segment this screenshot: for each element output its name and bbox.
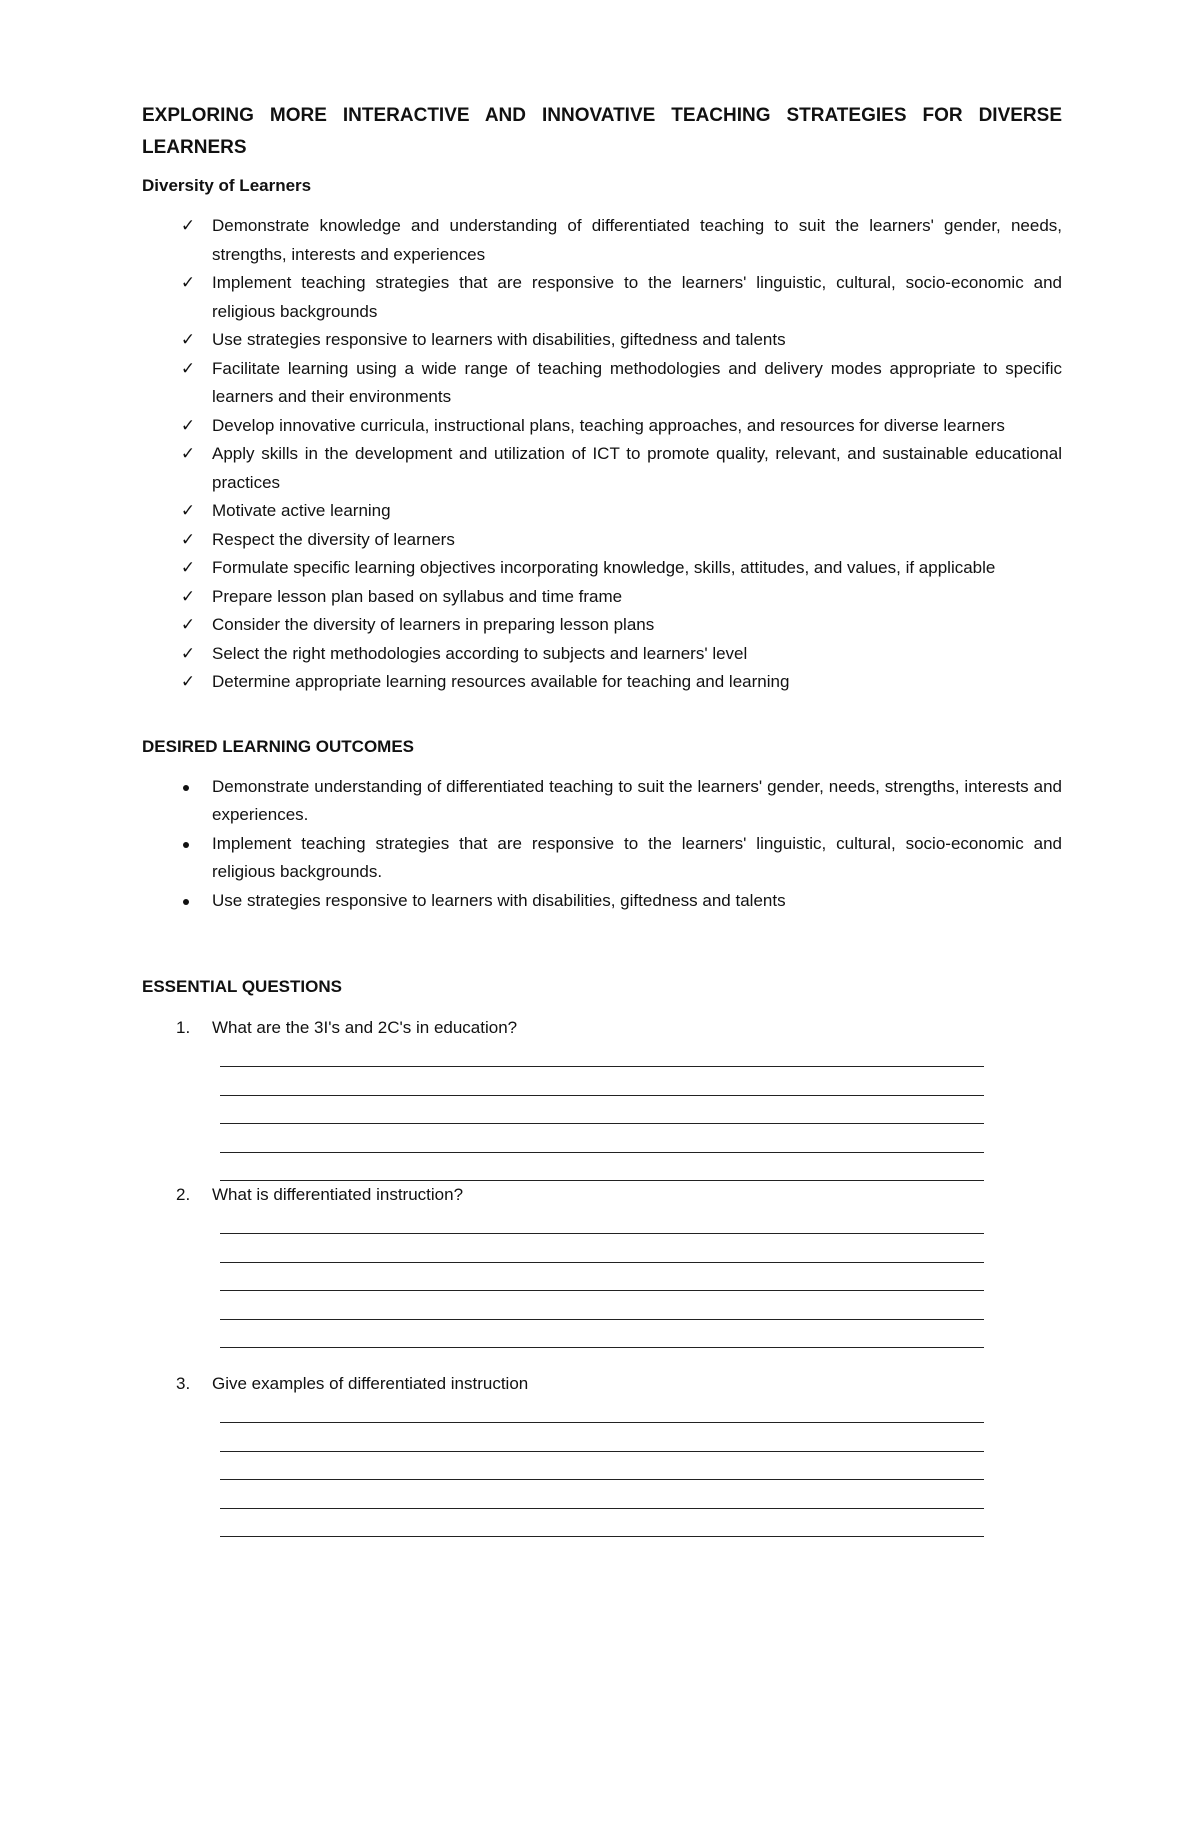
answer-line[interactable] bbox=[220, 1124, 984, 1153]
checklist-item-text: Prepare lesson plan based on syllabus and time frame bbox=[212, 586, 623, 606]
checklist-item-text: Determine appropriate learning resources available for teaching and learning bbox=[212, 672, 790, 691]
checklist-item bbox=[142, 440, 1062, 497]
outcome-item bbox=[142, 773, 1062, 830]
outcome-item bbox=[142, 887, 1062, 916]
checklist-item-text: Facilitate learning using a wide range of teaching methodologies and delivery modes appropriate to specific learners and their environments bbox=[212, 358, 1062, 406]
answer-line[interactable] bbox=[220, 1423, 984, 1452]
checkmark-icon: ✓ bbox=[180, 358, 196, 378]
answer-line[interactable] bbox=[220, 1395, 984, 1424]
bullet-icon bbox=[183, 842, 189, 848]
outcome-item bbox=[142, 830, 1062, 887]
answer-line[interactable] bbox=[220, 1263, 984, 1292]
checklist-item-text: Respect the diversity of learners bbox=[212, 529, 455, 549]
answer-line[interactable] bbox=[220, 1096, 984, 1125]
checkmark-icon: ✓ bbox=[180, 672, 196, 691]
checklist-item-text: Motivate active learning bbox=[212, 501, 391, 520]
question-row bbox=[142, 1014, 1062, 1043]
checkmark-icon: ✓ bbox=[180, 216, 196, 235]
outcome-item-text: Implement teaching strategies that are responsive to the learners' linguistic, cultural, socio-economic and religious backgrounds. bbox=[212, 833, 1062, 881]
checkmark-icon: ✓ bbox=[180, 558, 196, 577]
checkmark-icon: ✓ bbox=[180, 529, 196, 549]
bullet-icon bbox=[183, 899, 189, 905]
checklist-item bbox=[142, 497, 1062, 526]
checkmark-icon: ✓ bbox=[180, 643, 196, 663]
checklist-item bbox=[142, 611, 1062, 640]
checklist-item-text: Apply skills in the development and utilization of ICT to promote quality, relevant, and sustainable educational practices bbox=[212, 444, 1062, 492]
checklist-item-text: Implement teaching strategies that are responsive to the learners' linguistic, cultural, socio-economic and religious backgrounds bbox=[212, 273, 1062, 321]
question-text: What are the 3I's and 2C's in education? bbox=[212, 1018, 518, 1037]
answer-lines bbox=[142, 1395, 1062, 1538]
question-item bbox=[142, 1181, 1062, 1348]
question-item bbox=[142, 1014, 1062, 1181]
checklist-item-text: Use strategies responsive to learners with disabilities, giftedness and talents bbox=[212, 330, 786, 349]
checklist-item-text: Select the right methodologies according to subjects and learners' level bbox=[212, 643, 748, 663]
question-row bbox=[142, 1370, 1062, 1399]
diversity-checklist bbox=[142, 212, 1062, 697]
checklist-item bbox=[142, 583, 1062, 612]
checklist-item-text: Consider the diversity of learners in preparing lesson plans bbox=[212, 615, 655, 634]
diversity-heading: Diversity of Learners bbox=[142, 176, 312, 195]
checklist-item bbox=[142, 326, 1062, 355]
answer-line[interactable] bbox=[220, 1480, 984, 1509]
question-number: 1. bbox=[176, 1018, 191, 1037]
question-number: 2. bbox=[176, 1185, 191, 1204]
checkmark-icon: ✓ bbox=[180, 586, 196, 606]
checklist-item bbox=[142, 526, 1062, 555]
answer-line[interactable] bbox=[220, 1509, 984, 1538]
answer-line[interactable] bbox=[220, 1206, 984, 1235]
answer-line[interactable] bbox=[220, 1039, 984, 1068]
checklist-item bbox=[142, 640, 1062, 669]
checkmark-icon: ✓ bbox=[180, 615, 196, 634]
answer-line[interactable] bbox=[220, 1234, 984, 1263]
outcomes-list bbox=[142, 773, 1062, 916]
checkmark-icon: ✓ bbox=[180, 444, 196, 463]
checklist-item-text: Formulate specific learning objectives incorporating knowledge, skills, attitudes, and values, if applicable bbox=[212, 558, 996, 577]
checklist-item-text: Develop innovative curricula, instructional plans, teaching approaches, and resources for diverse learners bbox=[212, 415, 1005, 435]
outcomes-heading: DESIRED LEARNING OUTCOMES bbox=[142, 736, 415, 756]
bullet-icon bbox=[183, 785, 189, 791]
question-text: Give examples of differentiated instruction bbox=[212, 1374, 529, 1393]
outcome-item-text: Use strategies responsive to learners with disabilities, giftedness and talents bbox=[212, 890, 786, 910]
answer-lines bbox=[142, 1039, 1062, 1182]
document-title: EXPLORING MORE INTERACTIVE AND INNOVATIVE TEACHING STRATEGIES FOR DIVERSE LEARNERS bbox=[142, 105, 1062, 158]
answer-lines bbox=[142, 1206, 1062, 1349]
checkmark-icon: ✓ bbox=[180, 501, 196, 520]
outcome-item-text: Demonstrate understanding of differentiated teaching to suit the learners' gender, needs, strengths, interests and experiences. bbox=[212, 776, 1062, 824]
question-row bbox=[142, 1181, 1062, 1210]
checklist-item bbox=[142, 668, 1062, 697]
answer-line[interactable] bbox=[220, 1067, 984, 1096]
checkmark-icon: ✓ bbox=[180, 330, 196, 349]
essential-questions-list bbox=[142, 1014, 1062, 1537]
question-number: 3. bbox=[176, 1374, 191, 1393]
answer-line[interactable] bbox=[220, 1320, 984, 1349]
checklist-item bbox=[142, 269, 1062, 326]
answer-line[interactable] bbox=[220, 1291, 984, 1320]
checklist-item-text: Demonstrate knowledge and understanding of differentiated teaching to suit the learners' gender, needs, strengths, interests and experiences bbox=[212, 216, 1062, 264]
checklist-item bbox=[142, 412, 1062, 441]
checklist-item bbox=[142, 212, 1062, 269]
document-page bbox=[142, 100, 1062, 1537]
answer-line[interactable] bbox=[220, 1452, 984, 1481]
question-item bbox=[142, 1370, 1062, 1537]
questions-heading: ESSENTIAL QUESTIONS bbox=[142, 977, 342, 996]
checklist-item bbox=[142, 355, 1062, 412]
checkmark-icon: ✓ bbox=[180, 415, 196, 435]
checklist-item bbox=[142, 554, 1062, 583]
checkmark-icon: ✓ bbox=[180, 273, 196, 292]
question-text: What is differentiated instruction? bbox=[212, 1185, 464, 1204]
answer-line[interactable] bbox=[220, 1153, 984, 1182]
